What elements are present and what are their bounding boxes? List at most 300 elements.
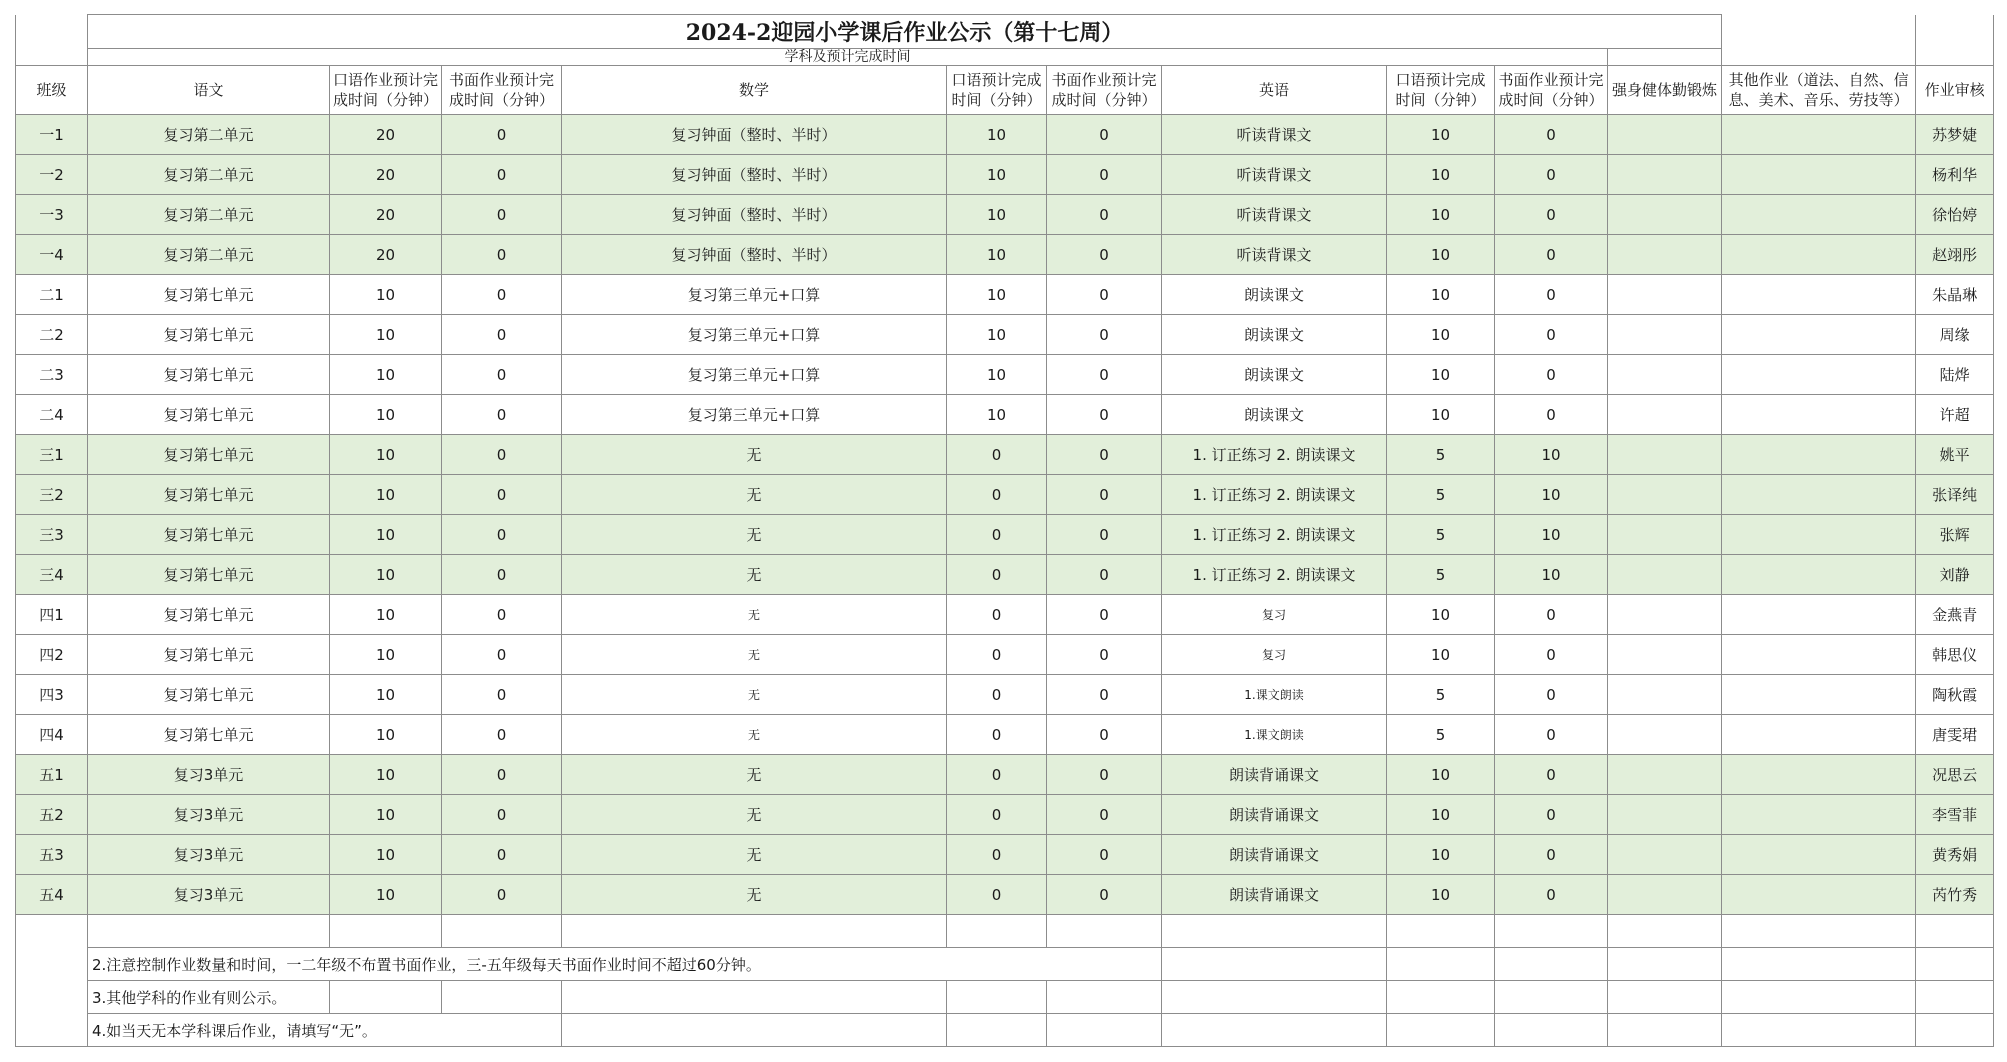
other-cell — [1722, 315, 1916, 355]
class-cell: 四1 — [16, 595, 88, 635]
math-cell: 无 — [562, 755, 947, 795]
math-written-cell: 0 — [1047, 875, 1162, 915]
english-written-cell: 0 — [1495, 595, 1608, 635]
english-written-cell: 0 — [1495, 715, 1608, 755]
table-row — [16, 795, 1994, 835]
chinese-written-cell: 0 — [442, 755, 562, 795]
other-cell — [1722, 235, 1916, 275]
exercise-cell — [1608, 475, 1722, 515]
math-cell: 复习第三单元+口算 — [562, 275, 947, 315]
table-row — [16, 715, 1994, 755]
english-cell: 听读背课文 — [1162, 235, 1387, 275]
exercise-cell — [1608, 675, 1722, 715]
note-blank-cell — [1608, 915, 1722, 948]
reviewer-cell: 唐雯珺 — [1916, 715, 1994, 755]
homework-sheet — [15, 14, 1993, 1047]
note-blank-cell — [1722, 1014, 1916, 1047]
note-blank-cell — [442, 915, 562, 948]
exercise-cell — [1608, 355, 1722, 395]
note-left-blank — [16, 981, 88, 1014]
table-row — [16, 475, 1994, 515]
chinese-written-cell: 0 — [442, 195, 562, 235]
note-blank-cell — [1387, 1014, 1495, 1047]
header-math: 数学 — [562, 66, 947, 115]
class-cell: 二1 — [16, 275, 88, 315]
reviewer-cell: 徐怡婷 — [1916, 195, 1994, 235]
subtitle-blank-2 — [1722, 49, 1916, 66]
math-oral-cell: 0 — [947, 595, 1047, 635]
english-written-cell: 0 — [1495, 355, 1608, 395]
reviewer-cell: 朱晶琳 — [1916, 275, 1994, 315]
table-row — [16, 555, 1994, 595]
english-written-cell: 0 — [1495, 115, 1608, 155]
math-cell: 无 — [562, 675, 947, 715]
class-cell: 二4 — [16, 395, 88, 435]
english-oral-cell: 5 — [1387, 435, 1495, 475]
reviewer-cell: 张译纯 — [1916, 475, 1994, 515]
note-blank-cell — [1608, 1014, 1722, 1047]
english-written-cell: 0 — [1495, 755, 1608, 795]
math-oral-cell: 10 — [947, 115, 1047, 155]
chinese-written-cell: 0 — [442, 835, 562, 875]
math-written-cell: 0 — [1047, 795, 1162, 835]
english-written-cell: 10 — [1495, 475, 1608, 515]
header-math-written-time: 书面作业预计完成时间（分钟） — [1047, 66, 1162, 115]
note-blank-cell — [442, 981, 562, 1014]
reviewer-cell: 陆烨 — [1916, 355, 1994, 395]
chinese-cell: 复习第七单元 — [88, 555, 330, 595]
class-cell: 五3 — [16, 835, 88, 875]
header-row — [16, 66, 1994, 115]
header-class: 班级 — [16, 66, 88, 115]
note-blank-cell — [947, 981, 1047, 1014]
chinese-cell: 复习第七单元 — [88, 635, 330, 675]
english-cell: 1. 订正练习 2. 朗读课文 — [1162, 555, 1387, 595]
table-row — [16, 155, 1994, 195]
note-row — [16, 948, 1994, 981]
math-cell: 无 — [562, 475, 947, 515]
header-english-written-time: 书面作业预计完成时间（分钟） — [1495, 66, 1608, 115]
note-blank-cell — [1495, 915, 1608, 948]
note-blank-cell — [1387, 915, 1495, 948]
chinese-oral-cell: 10 — [330, 315, 442, 355]
math-cell: 无 — [562, 435, 947, 475]
class-cell: 二2 — [16, 315, 88, 355]
chinese-written-cell: 0 — [442, 435, 562, 475]
note-blank-cell — [1495, 981, 1608, 1014]
table-row — [16, 355, 1994, 395]
math-oral-cell: 10 — [947, 195, 1047, 235]
exercise-cell — [1608, 875, 1722, 915]
other-cell — [1722, 195, 1916, 235]
title-row — [16, 15, 1994, 49]
math-cell: 复习钟面（整时、半时） — [562, 115, 947, 155]
exercise-cell — [1608, 155, 1722, 195]
subtitle: 学科及预计完成时间 — [88, 49, 1608, 66]
exercise-cell — [1608, 235, 1722, 275]
reviewer-cell: 赵翊彤 — [1916, 235, 1994, 275]
english-cell: 朗读背诵课文 — [1162, 795, 1387, 835]
math-written-cell: 0 — [1047, 515, 1162, 555]
math-written-cell: 0 — [1047, 435, 1162, 475]
english-oral-cell: 10 — [1387, 195, 1495, 235]
english-cell: 朗读课文 — [1162, 315, 1387, 355]
exercise-cell — [1608, 555, 1722, 595]
subtitle-blank-1 — [1608, 49, 1722, 66]
reviewer-cell: 黄秀娟 — [1916, 835, 1994, 875]
note-blank-cell — [1162, 948, 1387, 981]
math-written-cell: 0 — [1047, 835, 1162, 875]
english-cell: 朗读课文 — [1162, 395, 1387, 435]
chinese-written-cell: 0 — [442, 115, 562, 155]
chinese-oral-cell: 20 — [330, 195, 442, 235]
note-blank-cell — [562, 1014, 947, 1047]
math-cell: 无 — [562, 715, 947, 755]
chinese-oral-cell: 10 — [330, 675, 442, 715]
math-written-cell: 0 — [1047, 555, 1162, 595]
chinese-oral-cell: 10 — [330, 395, 442, 435]
math-oral-cell: 0 — [947, 835, 1047, 875]
header-chinese-written-time: 书面作业预计完成时间（分钟） — [442, 66, 562, 115]
note-blank-cell — [947, 1014, 1047, 1047]
title-right-blank-1 — [1722, 15, 1916, 49]
note-blank-cell — [1916, 1014, 1994, 1047]
english-oral-cell: 10 — [1387, 235, 1495, 275]
chinese-oral-cell: 10 — [330, 435, 442, 475]
header-english: 英语 — [1162, 66, 1387, 115]
note-blank-cell — [1916, 948, 1994, 981]
table-row — [16, 435, 1994, 475]
reviewer-cell: 许超 — [1916, 395, 1994, 435]
english-written-cell: 10 — [1495, 435, 1608, 475]
english-cell: 1.课文朗读 — [1162, 675, 1387, 715]
header-math-oral-time: 口语预计完成时间（分钟） — [947, 66, 1047, 115]
class-cell: 一3 — [16, 195, 88, 235]
chinese-cell: 复习第二单元 — [88, 115, 330, 155]
math-written-cell: 0 — [1047, 595, 1162, 635]
table-row — [16, 195, 1994, 235]
table-row — [16, 675, 1994, 715]
chinese-written-cell: 0 — [442, 235, 562, 275]
math-oral-cell: 0 — [947, 715, 1047, 755]
english-cell: 1. 订正练习 2. 朗读课文 — [1162, 435, 1387, 475]
chinese-cell: 复习第七单元 — [88, 595, 330, 635]
chinese-cell: 复习第二单元 — [88, 155, 330, 195]
english-written-cell: 0 — [1495, 395, 1608, 435]
chinese-oral-cell: 10 — [330, 595, 442, 635]
subtitle-left-blank — [16, 49, 88, 66]
math-oral-cell: 10 — [947, 155, 1047, 195]
chinese-written-cell: 0 — [442, 475, 562, 515]
math-oral-cell: 0 — [947, 515, 1047, 555]
other-cell — [1722, 435, 1916, 475]
chinese-oral-cell: 20 — [330, 115, 442, 155]
english-cell: 复习 — [1162, 595, 1387, 635]
class-cell: 三2 — [16, 475, 88, 515]
title-right-blank-2 — [1916, 15, 1994, 49]
note-left-blank — [16, 948, 88, 981]
other-cell — [1722, 515, 1916, 555]
chinese-cell: 复习第七单元 — [88, 515, 330, 555]
chinese-written-cell: 0 — [442, 875, 562, 915]
header-other: 其他作业（道法、自然、信息、美术、音乐、劳技等） — [1722, 66, 1916, 115]
chinese-cell: 复习第二单元 — [88, 195, 330, 235]
reviewer-cell: 韩思仪 — [1916, 635, 1994, 675]
note-blank-cell — [88, 915, 330, 948]
exercise-cell — [1608, 595, 1722, 635]
english-oral-cell: 10 — [1387, 315, 1495, 355]
note-row — [16, 915, 1994, 948]
reviewer-cell: 芮竹秀 — [1916, 875, 1994, 915]
exercise-cell — [1608, 635, 1722, 675]
exercise-cell — [1608, 395, 1722, 435]
math-written-cell: 0 — [1047, 395, 1162, 435]
exercise-cell — [1608, 755, 1722, 795]
other-cell — [1722, 555, 1916, 595]
note-blank-cell — [562, 981, 947, 1014]
exercise-cell — [1608, 315, 1722, 355]
exercise-cell — [1608, 195, 1722, 235]
chinese-written-cell: 0 — [442, 275, 562, 315]
note-row — [16, 1014, 1994, 1047]
chinese-oral-cell: 10 — [330, 355, 442, 395]
note-row — [16, 981, 1994, 1014]
english-oral-cell: 5 — [1387, 675, 1495, 715]
chinese-oral-cell: 20 — [330, 155, 442, 195]
math-cell: 复习第三单元+口算 — [562, 315, 947, 355]
chinese-oral-cell: 10 — [330, 275, 442, 315]
other-cell — [1722, 155, 1916, 195]
class-cell: 一2 — [16, 155, 88, 195]
other-cell — [1722, 715, 1916, 755]
english-oral-cell: 10 — [1387, 755, 1495, 795]
math-cell: 无 — [562, 635, 947, 675]
reviewer-cell: 周缘 — [1916, 315, 1994, 355]
english-oral-cell: 5 — [1387, 515, 1495, 555]
math-oral-cell: 0 — [947, 755, 1047, 795]
chinese-written-cell: 0 — [442, 155, 562, 195]
note-blank-cell — [1495, 948, 1608, 981]
math-cell: 无 — [562, 835, 947, 875]
note-text: 3.其他学科的作业有则公示。 — [88, 981, 330, 1014]
other-cell — [1722, 595, 1916, 635]
class-cell: 三4 — [16, 555, 88, 595]
chinese-written-cell: 0 — [442, 515, 562, 555]
chinese-oral-cell: 10 — [330, 755, 442, 795]
class-cell: 四4 — [16, 715, 88, 755]
math-cell: 无 — [562, 795, 947, 835]
homework-table — [15, 14, 1994, 1047]
chinese-cell: 复习3单元 — [88, 875, 330, 915]
note-blank-cell — [1916, 981, 1994, 1014]
math-written-cell: 0 — [1047, 155, 1162, 195]
chinese-written-cell: 0 — [442, 635, 562, 675]
header-reviewer: 作业审核 — [1916, 66, 1994, 115]
exercise-cell — [1608, 115, 1722, 155]
chinese-written-cell: 0 — [442, 715, 562, 755]
header-exercise: 强身健体勤锻炼 — [1608, 66, 1722, 115]
chinese-oral-cell: 10 — [330, 555, 442, 595]
chinese-cell: 复习第七单元 — [88, 675, 330, 715]
note-blank-cell — [1047, 1014, 1162, 1047]
exercise-cell — [1608, 795, 1722, 835]
exercise-cell — [1608, 435, 1722, 475]
note-blank-cell — [1387, 948, 1495, 981]
table-row — [16, 875, 1994, 915]
english-written-cell: 0 — [1495, 195, 1608, 235]
english-cell: 复习 — [1162, 635, 1387, 675]
english-oral-cell: 10 — [1387, 155, 1495, 195]
chinese-written-cell: 0 — [442, 395, 562, 435]
table-row — [16, 275, 1994, 315]
chinese-oral-cell: 10 — [330, 795, 442, 835]
note-blank-cell — [1722, 981, 1916, 1014]
math-oral-cell: 0 — [947, 555, 1047, 595]
note-blank-cell — [1722, 915, 1916, 948]
chinese-cell: 复习第七单元 — [88, 315, 330, 355]
note-blank-cell — [1047, 981, 1162, 1014]
english-oral-cell: 5 — [1387, 715, 1495, 755]
english-cell: 1. 订正练习 2. 朗读课文 — [1162, 475, 1387, 515]
title-left-blank — [16, 15, 88, 49]
math-cell: 无 — [562, 875, 947, 915]
english-oral-cell: 10 — [1387, 795, 1495, 835]
chinese-oral-cell: 10 — [330, 635, 442, 675]
page-title: 2024-2迎园小学课后作业公示（第十七周） — [88, 15, 1722, 49]
math-oral-cell: 0 — [947, 635, 1047, 675]
math-oral-cell: 0 — [947, 435, 1047, 475]
math-cell: 复习第三单元+口算 — [562, 355, 947, 395]
math-written-cell: 0 — [1047, 635, 1162, 675]
note-blank-cell — [1387, 981, 1495, 1014]
other-cell — [1722, 475, 1916, 515]
english-written-cell: 0 — [1495, 275, 1608, 315]
english-written-cell: 10 — [1495, 515, 1608, 555]
math-written-cell: 0 — [1047, 355, 1162, 395]
english-written-cell: 10 — [1495, 555, 1608, 595]
reviewer-cell: 杨利华 — [1916, 155, 1994, 195]
note-blank-cell — [947, 915, 1047, 948]
math-written-cell: 0 — [1047, 715, 1162, 755]
english-cell: 朗读背诵课文 — [1162, 875, 1387, 915]
class-cell: 四3 — [16, 675, 88, 715]
note-text: 4.如当天无本学科课后作业，请填写“无”。 — [88, 1014, 562, 1047]
reviewer-cell: 况思云 — [1916, 755, 1994, 795]
english-cell: 朗读背诵课文 — [1162, 835, 1387, 875]
exercise-cell — [1608, 515, 1722, 555]
reviewer-cell: 苏梦婕 — [1916, 115, 1994, 155]
english-written-cell: 0 — [1495, 315, 1608, 355]
table-row — [16, 115, 1994, 155]
english-cell: 1. 订正练习 2. 朗读课文 — [1162, 515, 1387, 555]
other-cell — [1722, 675, 1916, 715]
note-blank-cell — [1162, 981, 1387, 1014]
exercise-cell — [1608, 275, 1722, 315]
english-oral-cell: 10 — [1387, 835, 1495, 875]
math-cell: 无 — [562, 595, 947, 635]
chinese-cell: 复习第七单元 — [88, 715, 330, 755]
chinese-oral-cell: 10 — [330, 475, 442, 515]
header-english-oral-time: 口语预计完成时间（分钟） — [1387, 66, 1495, 115]
chinese-oral-cell: 10 — [330, 515, 442, 555]
english-cell: 听读背课文 — [1162, 195, 1387, 235]
math-written-cell: 0 — [1047, 115, 1162, 155]
class-cell: 一1 — [16, 115, 88, 155]
chinese-cell: 复习第七单元 — [88, 395, 330, 435]
math-oral-cell: 0 — [947, 475, 1047, 515]
math-written-cell: 0 — [1047, 675, 1162, 715]
math-oral-cell: 10 — [947, 235, 1047, 275]
english-oral-cell: 10 — [1387, 115, 1495, 155]
exercise-cell — [1608, 835, 1722, 875]
note-blank-cell — [1162, 915, 1387, 948]
exercise-cell — [1608, 715, 1722, 755]
note-left-blank — [16, 915, 88, 948]
math-cell: 复习钟面（整时、半时） — [562, 235, 947, 275]
chinese-cell: 复习第七单元 — [88, 275, 330, 315]
note-blank-cell — [562, 915, 947, 948]
english-cell: 朗读课文 — [1162, 355, 1387, 395]
other-cell — [1722, 395, 1916, 435]
chinese-cell: 复习第七单元 — [88, 355, 330, 395]
math-oral-cell: 10 — [947, 395, 1047, 435]
class-cell: 三1 — [16, 435, 88, 475]
note-text: 2.注意控制作业数量和时间，一二年级不布置书面作业，三-五年级每天书面作业时间不超过60分钟。 — [88, 948, 1162, 981]
chinese-written-cell: 0 — [442, 675, 562, 715]
header-chinese: 语文 — [88, 66, 330, 115]
chinese-cell: 复习第七单元 — [88, 475, 330, 515]
note-blank-cell — [1162, 1014, 1387, 1047]
math-oral-cell: 10 — [947, 275, 1047, 315]
other-cell — [1722, 275, 1916, 315]
other-cell — [1722, 875, 1916, 915]
math-written-cell: 0 — [1047, 755, 1162, 795]
english-written-cell: 0 — [1495, 235, 1608, 275]
class-cell: 五2 — [16, 795, 88, 835]
subtitle-row — [16, 49, 1994, 66]
class-cell: 五4 — [16, 875, 88, 915]
chinese-cell: 复习第七单元 — [88, 435, 330, 475]
chinese-cell: 复习3单元 — [88, 835, 330, 875]
math-cell: 复习第三单元+口算 — [562, 395, 947, 435]
table-row — [16, 595, 1994, 635]
chinese-cell: 复习3单元 — [88, 755, 330, 795]
english-oral-cell: 10 — [1387, 875, 1495, 915]
other-cell — [1722, 795, 1916, 835]
english-oral-cell: 10 — [1387, 275, 1495, 315]
reviewer-cell: 陶秋霞 — [1916, 675, 1994, 715]
table-row — [16, 315, 1994, 355]
math-written-cell: 0 — [1047, 275, 1162, 315]
english-written-cell: 0 — [1495, 675, 1608, 715]
note-blank-cell — [1916, 915, 1994, 948]
chinese-written-cell: 0 — [442, 315, 562, 355]
note-blank-cell — [1722, 948, 1916, 981]
reviewer-cell: 张辉 — [1916, 515, 1994, 555]
chinese-written-cell: 0 — [442, 595, 562, 635]
note-blank-cell — [1047, 915, 1162, 948]
english-written-cell: 0 — [1495, 155, 1608, 195]
english-oral-cell: 10 — [1387, 595, 1495, 635]
english-cell: 1.课文朗读 — [1162, 715, 1387, 755]
math-oral-cell: 10 — [947, 355, 1047, 395]
class-cell: 四2 — [16, 635, 88, 675]
math-oral-cell: 0 — [947, 795, 1047, 835]
note-blank-cell — [1495, 1014, 1608, 1047]
reviewer-cell: 金燕青 — [1916, 595, 1994, 635]
english-oral-cell: 10 — [1387, 395, 1495, 435]
math-cell: 复习钟面（整时、半时） — [562, 195, 947, 235]
